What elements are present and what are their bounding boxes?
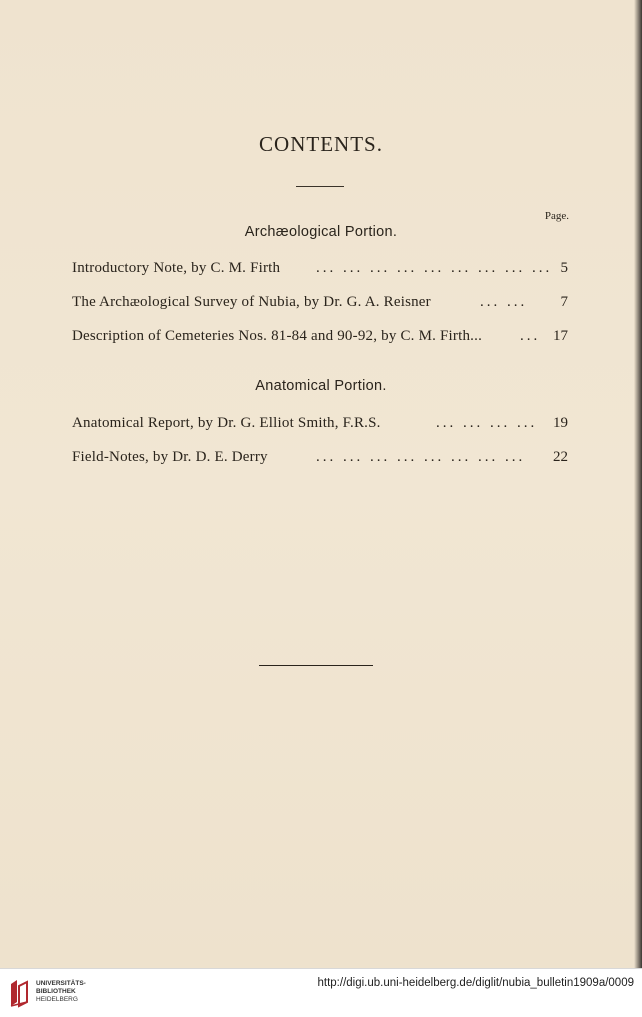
toc-entry-page: 7 (560, 294, 568, 310)
toc-entry (72, 326, 568, 346)
toc-entry (72, 292, 568, 312)
footer-bar (0, 968, 642, 1017)
toc-entry-page: 22 (553, 449, 568, 465)
toc-entry (72, 447, 568, 467)
toc-entry-page: 17 (553, 328, 568, 344)
toc-entry-leader: ... ... ... ... ... ... ... ... (316, 449, 526, 465)
library-name-line: HEIDELBERG (36, 996, 78, 1003)
toc-entry-leader: ... ... ... ... ... ... ... ... ... (316, 260, 553, 276)
library-name-line: UNIVERSITÄTS- (36, 980, 86, 987)
toc-entry-title: Field-Notes, by Dr. D. E. Derry (72, 449, 268, 465)
title-divider (296, 186, 344, 187)
toc-entry-page: 5 (560, 260, 568, 276)
page-column-label: Page. (544, 210, 569, 222)
toc-entry-title: The Archæological Survey of Nubia, by Dr. G. A. Reisner (72, 294, 431, 310)
toc-entry (72, 413, 568, 433)
library-name (36, 980, 86, 1004)
toc-entry-leader: ... ... ... ... (436, 415, 538, 431)
toc-entry-title: Anatomical Report, by Dr. G. Elliot Smith, F.R.S. (72, 415, 381, 431)
university-library-logo-icon (8, 978, 30, 1008)
library-name-line: BIBLIOTHEK (36, 988, 76, 995)
closing-rule (259, 665, 373, 666)
section-heading-archaeological: Archæological Portion. (244, 224, 398, 240)
toc-entry-leader: ... (520, 328, 541, 344)
toc-entry (72, 258, 568, 278)
toc-entry-title: Description of Cemeteries Nos. 81-84 and 90-92, by C. M. Firth... (72, 328, 483, 344)
toc-entry-title: Introductory Note, by C. M. Firth (72, 260, 281, 276)
toc-entry-leader: ... ... (480, 294, 528, 310)
contents-title: CONTENTS. (259, 132, 383, 156)
source-url-link[interactable]: http://digi.ub.uni-heidelberg.de/diglit/nubia_bulletin1909a/0009 (317, 977, 634, 989)
toc-entry-page: 19 (553, 415, 568, 431)
section-heading-anatomical: Anatomical Portion. (255, 378, 387, 394)
